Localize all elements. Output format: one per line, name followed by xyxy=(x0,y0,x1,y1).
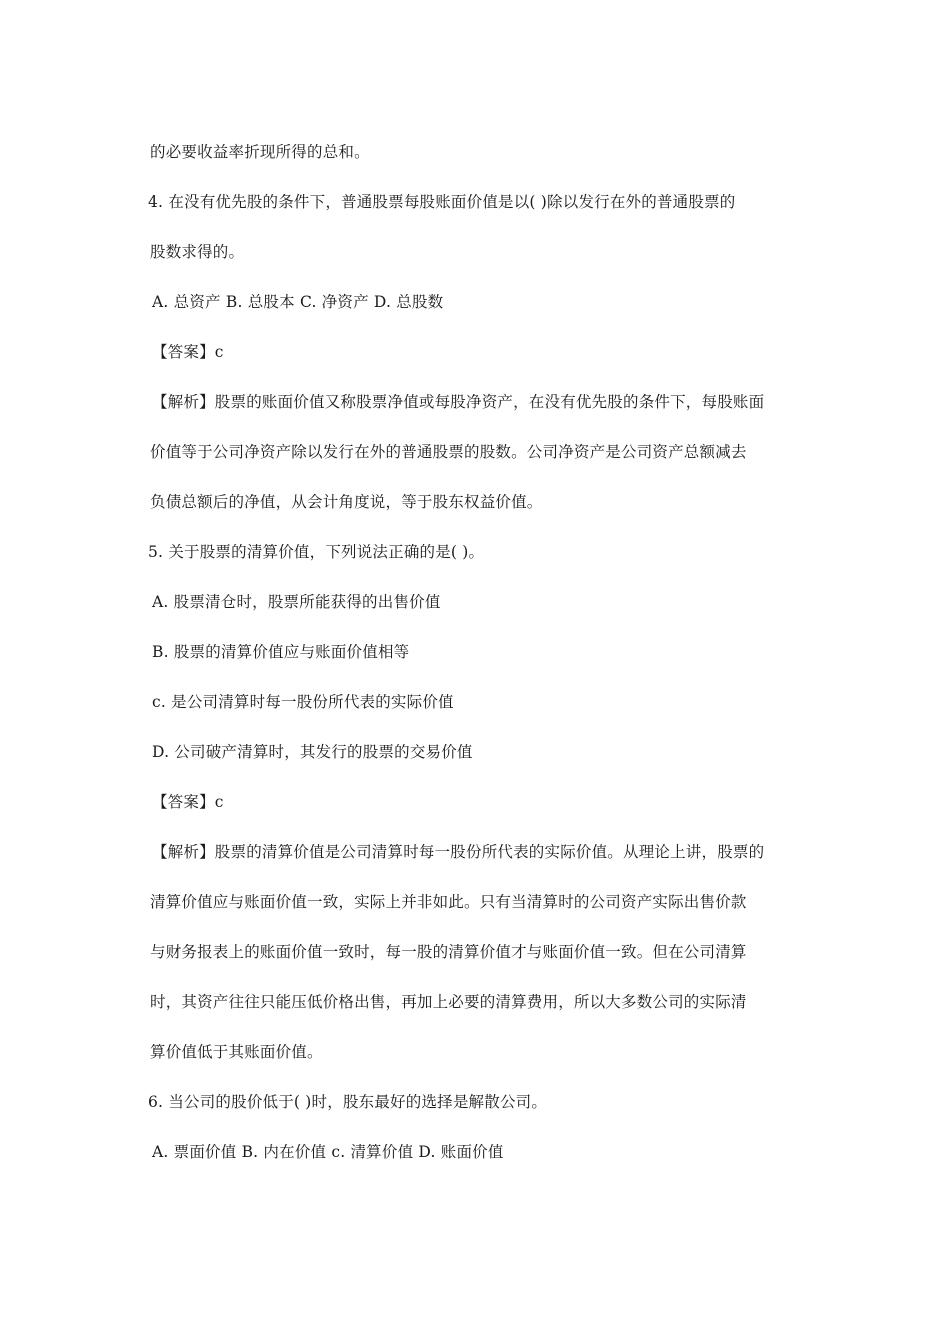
question-5-option-a: A. 股票清仓时，股票所能获得的出售价值 xyxy=(152,593,441,611)
question-6-options: A. 票面价值 B. 内在价值 c. 清算价值 D. 账面价值 xyxy=(152,1143,504,1161)
question-5-explanation-2: 清算价值应与账面价值一致，实际上并非如此。只有当清算时的公司资产实际出售价款 xyxy=(150,893,747,911)
question-4-options: A. 总资产 B. 总股本 C. 净资产 D. 总股数 xyxy=(152,293,444,311)
question-5-explanation-1: 【解析】股票的清算价值是公司清算时每一股份所代表的实际价值。从理论上讲，股票的 xyxy=(152,843,765,861)
question-4-stem: 4. 在没有优先股的条件下，普通股票每股账面价值是以( )除以发行在外的普通股票的 xyxy=(148,193,736,211)
question-5-explanation-3: 与财务报表上的账面价值一致时，每一股的清算价值才与账面价值一致。但在公司清算 xyxy=(150,943,747,961)
question-5-explanation-4: 时，其资产往往只能压低价格出售，再加上必要的清算费用，所以大多数公司的实际清 xyxy=(150,993,747,1011)
question-4-explanation-1: 【解析】股票的账面价值又称股票净值或每股净资产，在没有优先股的条件下，每股账面 xyxy=(152,393,765,411)
question-4-explanation-3: 负债总额后的净值，从会计角度说，等于股东权益价值。 xyxy=(150,493,543,511)
text-line-1: 的必要收益率折现所得的总和。 xyxy=(150,143,370,161)
question-5-option-b: B. 股票的清算价值应与账面价值相等 xyxy=(152,643,410,661)
question-4-answer: 【答案】c xyxy=(152,343,224,361)
question-5-stem: 5. 关于股票的清算价值，下列说法正确的是( )。 xyxy=(148,543,485,561)
question-5-option-c: c. 是公司清算时每一股份所代表的实际价值 xyxy=(152,693,454,711)
question-4-stem-cont: 股数求得的。 xyxy=(150,243,245,261)
question-5-option-d: D. 公司破产清算时，其发行的股票的交易价值 xyxy=(152,743,473,761)
question-4-explanation-2: 价值等于公司净资产除以发行在外的普通股票的股数。公司净资产是公司资产总额减去 xyxy=(150,443,747,461)
question-6-stem: 6. 当公司的股价低于( )时，股东最好的选择是解散公司。 xyxy=(148,1093,548,1111)
question-5-explanation-5: 算价值低于其账面价值。 xyxy=(150,1043,323,1061)
question-5-answer: 【答案】c xyxy=(152,793,224,811)
